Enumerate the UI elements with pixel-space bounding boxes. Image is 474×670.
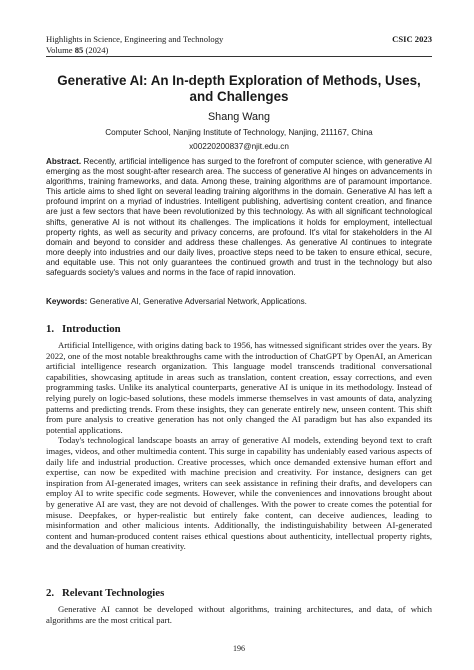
introduction-body (46, 340, 432, 552)
abstract (46, 157, 432, 278)
volume-year: (2024) (83, 44, 109, 55)
section-title: Introduction (62, 323, 121, 335)
conference-name: CSIC 2023 (392, 34, 432, 44)
paragraph: Today's technological landscape boasts an array of generative AI models, extending beyond text to craft images, videos, and other multimedia content. This surge in capability has undeniably eased various aspects of daily life and industrial production. Creative processes, which once demanded extensive human effort and expertise, can now be expedited with machine precision and creativity. For instance, designers can get inspiration from AI-generated images, writers can seek assistance in refining their drafts, and developers can employ AI to write specific code segments. However, while the conveniences and innovations brought about by generative AI are vast, they are not devoid of challenges. With the power to create comes the potential for misuse. Deepfakes, or hyper-realistic but entirely fake content, can deceive audiences, leading to misinformation and other malicious intents. Additionally, the indistinguishability between AI-generated content and human-produced content raises ethical questions about authenticity, intellectual property rights, and the devaluation of human creativity. (46, 435, 432, 552)
keywords-label: Keywords: (46, 297, 88, 306)
section-title: Relevant Technologies (62, 587, 165, 599)
paper-title: Generative AI: An In-depth Exploration of Methods, Uses, and Challenges (57, 73, 421, 104)
header-rule (46, 56, 432, 57)
keywords-text: Generative AI, Generative Adversarial Network, Applications. (87, 297, 307, 306)
author-email: x00220200837@njit.edu.cn (189, 142, 289, 151)
paragraph: Generative AI cannot be developed without algorithms, training architectures, and data, of which algorithms are the most critical part. (46, 604, 432, 625)
volume-info (46, 45, 108, 56)
author-affiliation: Computer School, Nanjing Institute of Technology, Nanjing, 211167, China (105, 128, 373, 137)
volume-label: Volume (46, 44, 75, 55)
section-number: 1. (46, 323, 55, 335)
paragraph: Artificial Intelligence, with origins dating back to 1956, has witnessed significant strides over the years. By 2022, one of the most notable breakthroughs came with the introduction of ChatGPT by OpenAI, an American artificial intelligence research organization. This language model transcends traditional conversational capabilities, showcasing aptitude in areas such as translation, content creation, essay corrections, and even programming tasks. Unlike its analytical counterparts, generative AI is unique in its methodology. Instead of relying purely on logic-based solutions, these models immerse themselves in vast amounts of data, analyzing patterns and predicting trends. From these insights, they can generate entirely new, unseen content. This shift from pure analysis to creative generation has not only changed the AI paradigm but has also expanded its potential applications. (46, 340, 432, 435)
volume-number: 85 (74, 44, 84, 55)
page-number: 196 (233, 644, 245, 653)
journal-name: Highlights in Science, Engineering and Technology (46, 34, 224, 44)
section-number: 2. (46, 587, 55, 599)
abstract-label: Abstract. (46, 157, 82, 166)
relevant-technologies-body (46, 604, 432, 625)
author-name: Shang Wang (207, 111, 271, 123)
keywords (46, 297, 432, 307)
section-heading-introduction (46, 323, 121, 335)
abstract-text: Recently, artificial intelligence has surged to the forefront of computer science, with generative AI emerging as the most sought-after research area. The success of generative AI hinges on advancements in algorithms, training frameworks, and data. Among these, training algorithms are of paramount importance. This article aims to shed light on several leading training algorithms in the domain. Generative AI has left a profound imprint on a myriad of industries. Intelligent publishing, advertising content creation, and finance are just a few sectors that have been revolutionized by this technology. As with all significant technological shifts, generative AI is not without its challenges. The implications it holds for employment, intellectual property rights, as well as security and privacy concerns, are profound. It's vital for stakeholders in the AI domain and beyond to consider and address these challenges. As generative AI continues to integrate more deeply into industries and our daily lives, proactive steps need to be taken to ensure ethical, secure, and equitable use. This not only guarantees the continued growth and trust in the technology but also safeguards society's values and norms in the face of rapid innovation. (46, 157, 432, 278)
section-heading-relevant-technologies (46, 587, 164, 599)
